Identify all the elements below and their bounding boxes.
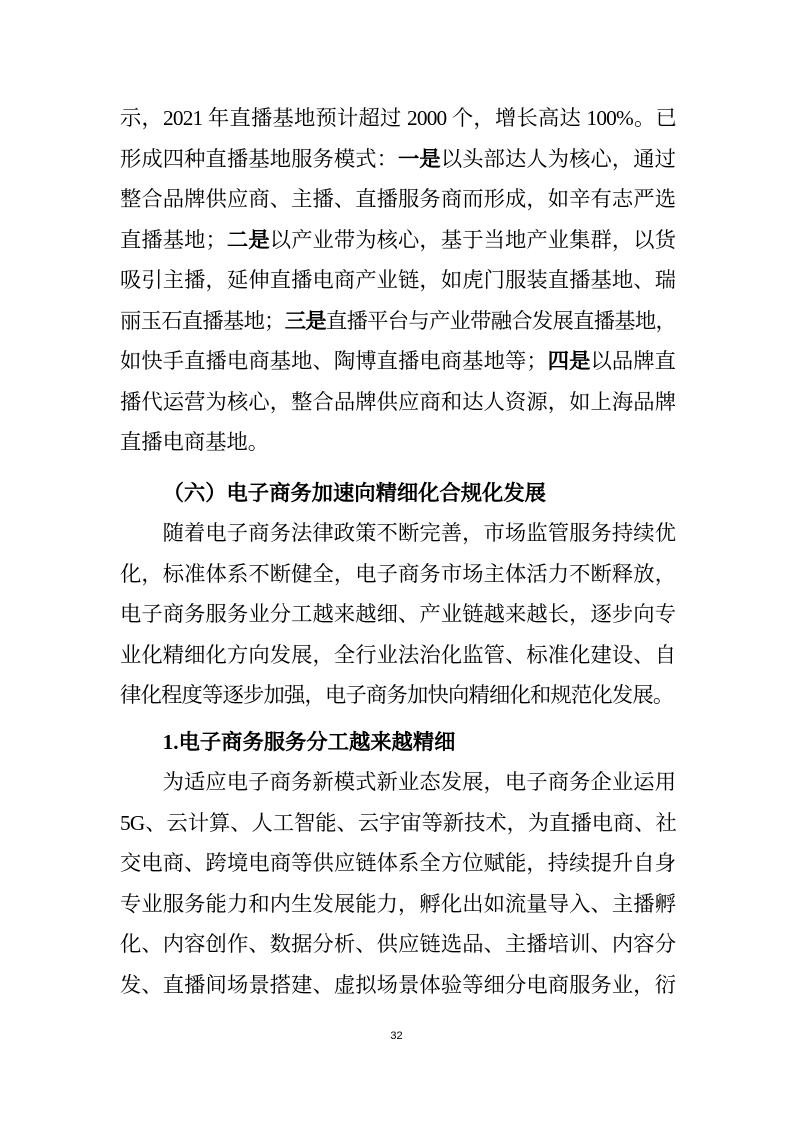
text-segment: 以产业带为核心，基于当地产业集群，以货 (269, 227, 676, 252)
text-line: 整合品牌供应商、主播、直播服务商而形成，如辛有志严选 (120, 187, 676, 211)
text-line: 发、直播间场景搭建、虚拟场景体验等细分电商服务业，衍 (120, 972, 676, 997)
section-heading: （六）电子商务加速向精细化合规化发展 (162, 480, 546, 505)
text-segment: 以品牌直 (590, 349, 676, 373)
text-line: 直播电商基地。 (120, 430, 270, 454)
body-paragraph-compliance (120, 513, 676, 716)
text-line: 播代运营为核心，整合品牌供应商和达人资源，如上海品牌 (120, 389, 676, 414)
text-segment: 形成四种直播基地服务模式： (120, 146, 399, 171)
text-line: 交电商、跨境电商等供应链体系全方位赋能，持续提升自身 (120, 851, 676, 875)
text-line: 化、内容创作、数据分析、供应链选品、主播培训、内容分 (120, 932, 676, 956)
text-line: 化，标准体系不断健全，电子商务市场主体活力不断释放， (120, 561, 676, 586)
text-line: 随着电子商务法律政策不断完善，市场监管服务持续优 (162, 521, 676, 545)
enumeration-marker: 四是 (547, 349, 591, 373)
text-segment: 丽玉石直播基地； (120, 308, 285, 333)
enumeration-marker: 一是 (398, 146, 441, 171)
text-segment: 直播平台与产业带融合发展直播基地， (325, 308, 676, 333)
body-paragraph-service-division (120, 762, 676, 1005)
subsection-heading: 1.电子商务服务分工越来越精细 (162, 729, 456, 754)
text-segment: 直播基地； (120, 227, 227, 252)
text-line (120, 139, 676, 180)
text-line (120, 301, 676, 342)
text-segment: 以头部达人为核心，通过 (440, 146, 676, 171)
enumeration-marker: 三是 (284, 308, 326, 333)
text-line: 示，2021 年直播基地预计超过 2000 个，增长高达 100%。已 (120, 106, 676, 130)
page-number: 32 (390, 1030, 403, 1042)
text-line: 吸引主播，延伸直播电商产业链，如虎门服装直播基地、瑞 (120, 268, 676, 292)
text-line: 律化程度等逐步加强，电子商务加快向精细化和规范化发展。 (120, 683, 674, 707)
enumeration-marker: 二是 (226, 227, 270, 252)
text-line: 专业服务能力和内生发展能力，孵化出如流量导入、主播孵 (120, 891, 676, 916)
document-body (120, 98, 676, 1005)
text-segment: 如快手直播电商基地、陶博直播电商基地等； (120, 349, 548, 373)
text-line (120, 341, 676, 382)
text-line: 为适应电子商务新模式新业态发展，电子商务企业运用 (162, 770, 676, 794)
text-line: 电子商务服务业分工越来越细、产业链越来越长，逐步向专 (120, 602, 676, 626)
body-paragraph-live-base-modes (120, 98, 676, 463)
text-line (120, 220, 676, 261)
text-line: 5G、云计算、人工智能、云宇宙等新技术，为直播电商、社 (120, 810, 676, 835)
text-line: 业化精细化方向发展，全行业法治化监管、标准化建设、自 (120, 642, 676, 667)
